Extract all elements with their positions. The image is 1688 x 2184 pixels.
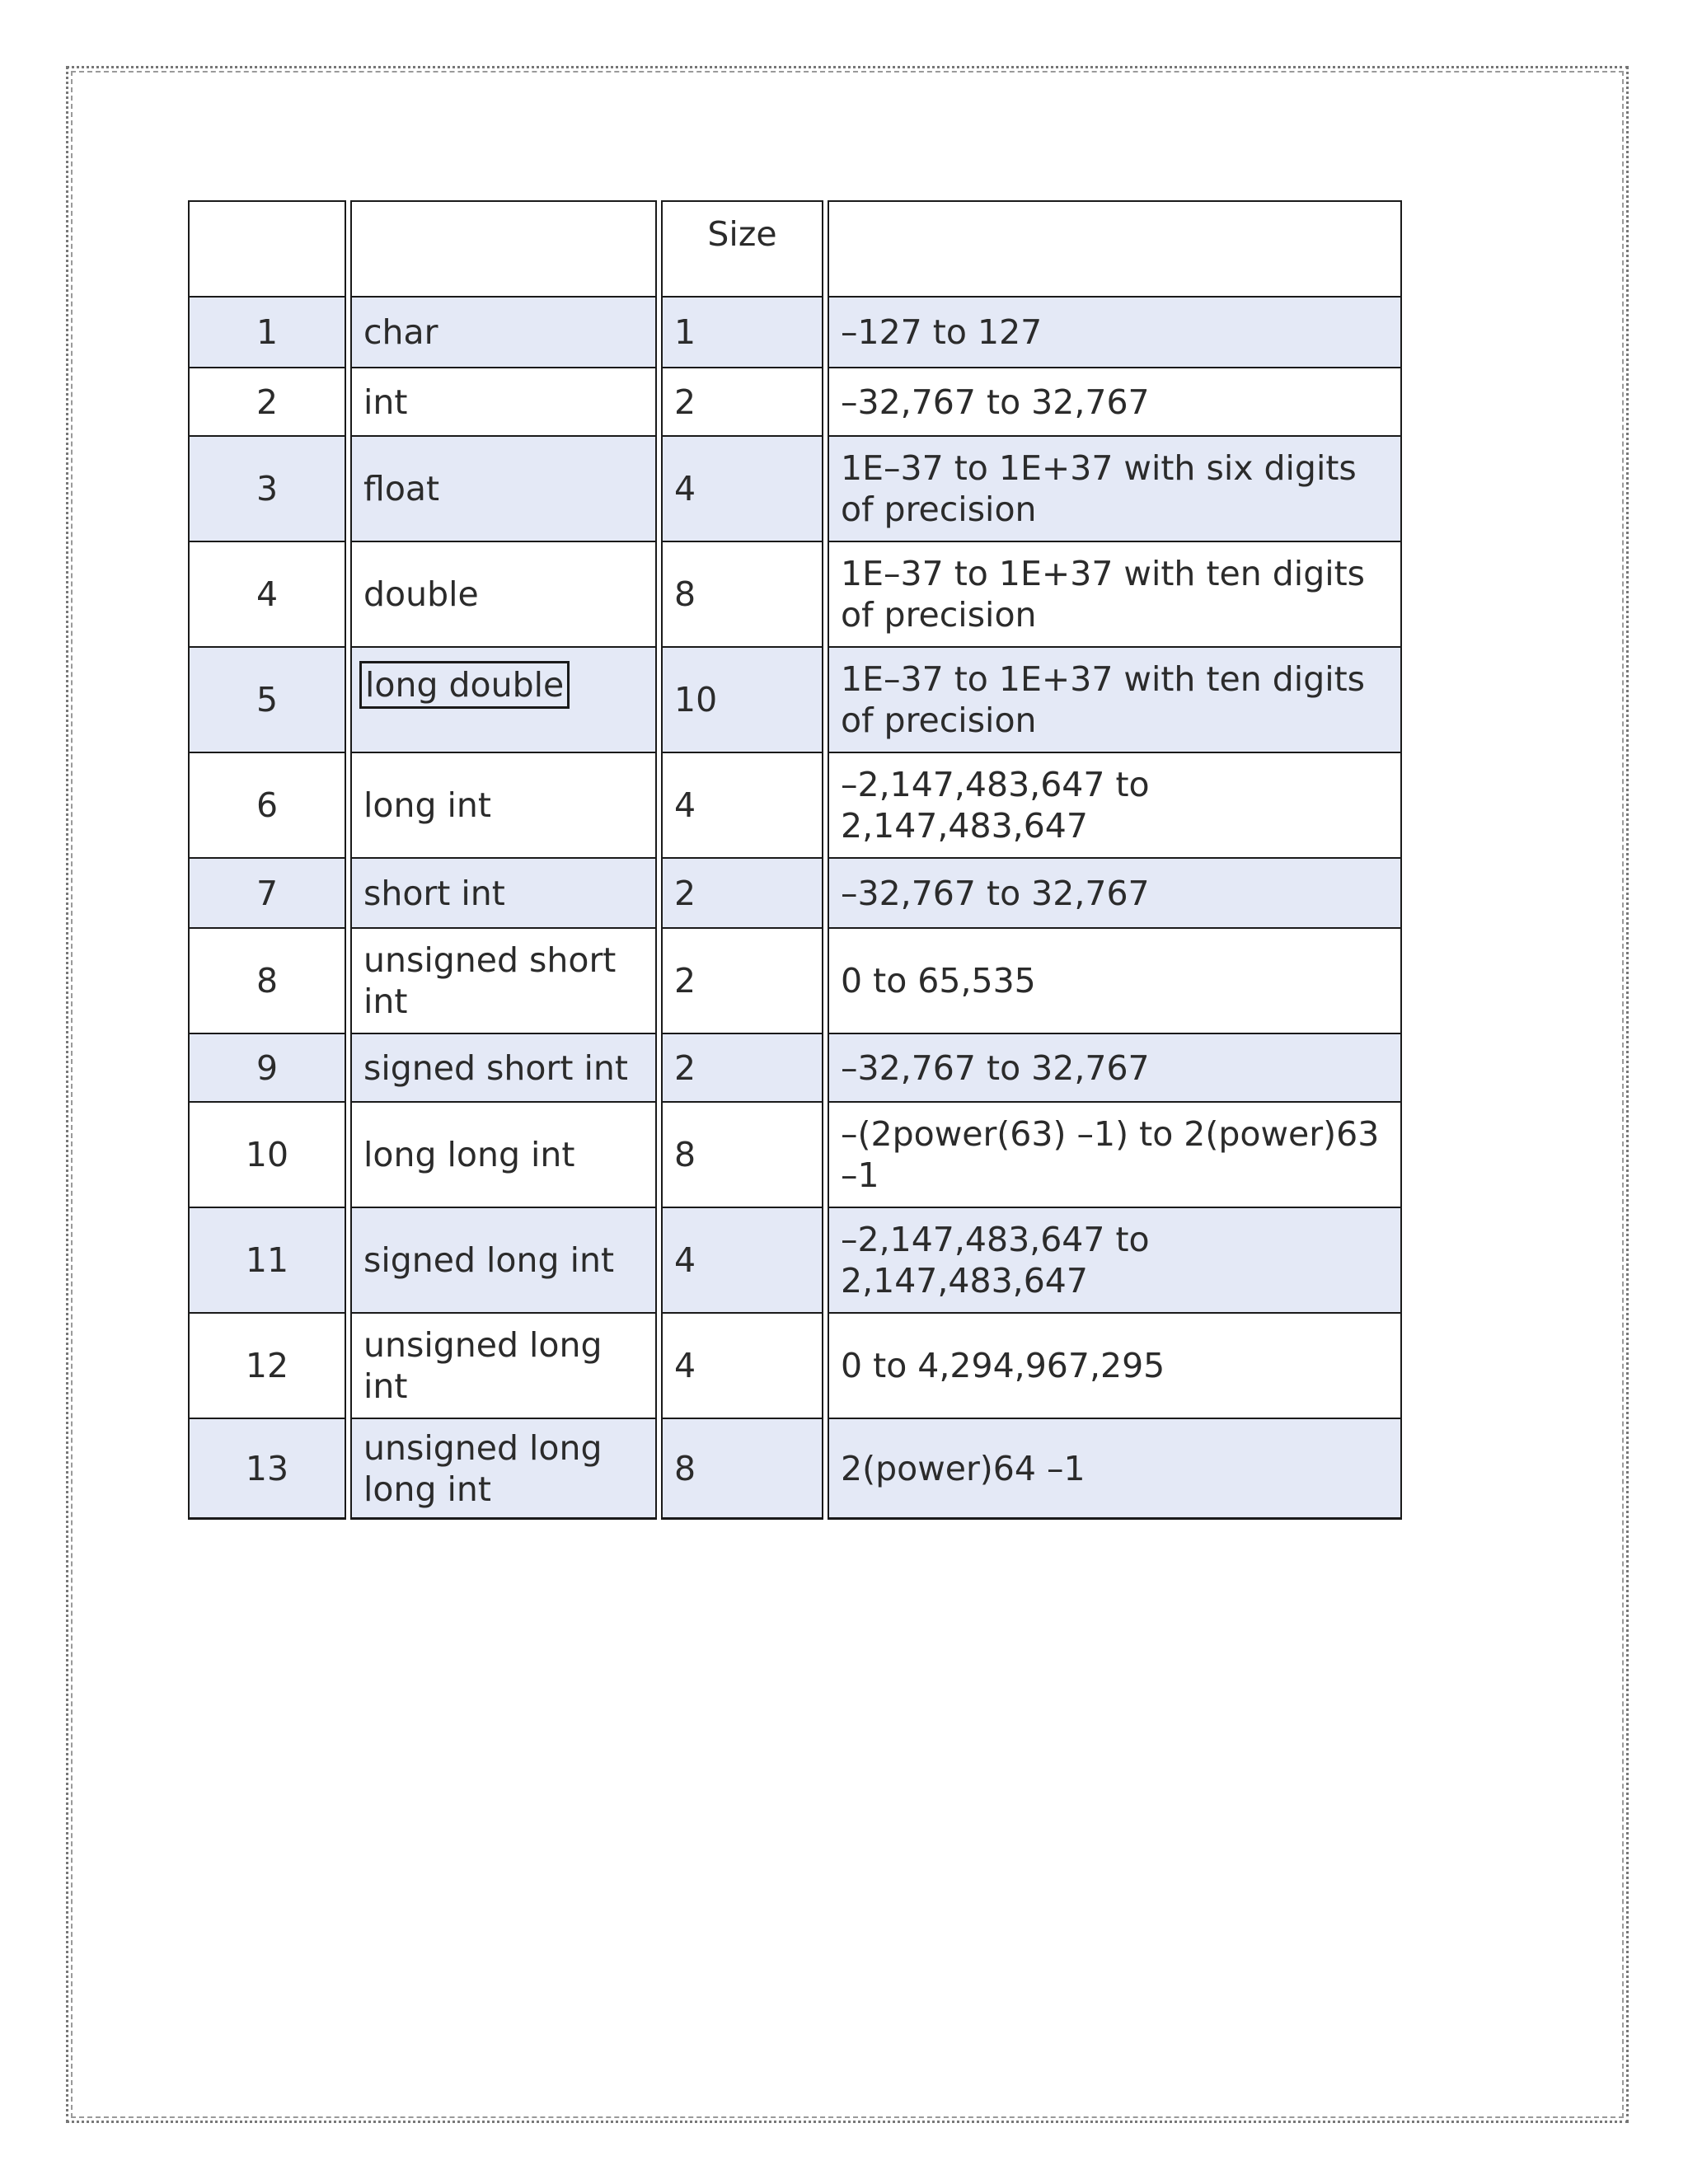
table-row xyxy=(188,752,1402,857)
type-name: signed long int xyxy=(350,1207,657,1312)
type-name: unsigned short int xyxy=(350,927,657,1033)
table-row xyxy=(188,1418,1402,1520)
type-size: 10 xyxy=(661,646,823,752)
type-range: –2,147,483,647 to 2,147,483,647 xyxy=(828,1207,1402,1312)
type-name: int xyxy=(350,367,657,435)
type-name: short int xyxy=(350,857,657,927)
type-name: long int xyxy=(350,752,657,857)
header-cell-type xyxy=(350,200,657,296)
type-range: –32,767 to 32,767 xyxy=(828,857,1402,927)
row-number: 1 xyxy=(188,296,346,367)
type-size: 8 xyxy=(661,1418,823,1520)
type-range: 1E–37 to 1E+37 with ten digits of precision xyxy=(828,646,1402,752)
table-row xyxy=(188,1312,1402,1418)
type-range: –2,147,483,647 to 2,147,483,647 xyxy=(828,752,1402,857)
type-size: 8 xyxy=(661,541,823,646)
type-name[interactable] xyxy=(350,646,657,752)
type-size: 8 xyxy=(661,1101,823,1207)
type-size: 2 xyxy=(661,367,823,435)
type-name: signed short int xyxy=(350,1033,657,1101)
type-size: 4 xyxy=(661,1312,823,1418)
row-number: 9 xyxy=(188,1033,346,1101)
type-name: char xyxy=(350,296,657,367)
table-row xyxy=(188,435,1402,541)
header-cell-range xyxy=(828,200,1402,296)
type-name: double xyxy=(350,541,657,646)
row-number: 8 xyxy=(188,927,346,1033)
type-name: float xyxy=(350,435,657,541)
type-size: 1 xyxy=(661,296,823,367)
table-row xyxy=(188,541,1402,646)
table-row xyxy=(188,857,1402,927)
type-size: 2 xyxy=(661,927,823,1033)
row-number: 4 xyxy=(188,541,346,646)
type-range: 0 to 4,294,967,295 xyxy=(828,1312,1402,1418)
type-name: long long int xyxy=(350,1101,657,1207)
table-row xyxy=(188,1033,1402,1101)
row-number: 6 xyxy=(188,752,346,857)
row-number: 3 xyxy=(188,435,346,541)
row-number: 11 xyxy=(188,1207,346,1312)
type-size: 4 xyxy=(661,752,823,857)
type-range: –127 to 127 xyxy=(828,296,1402,367)
type-range: 1E–37 to 1E+37 with six digits of precision xyxy=(828,435,1402,541)
type-name: unsigned long long int xyxy=(350,1418,657,1520)
type-range: –32,767 to 32,767 xyxy=(828,1033,1402,1101)
table-row xyxy=(188,646,1402,752)
table-row xyxy=(188,1101,1402,1207)
row-number: 7 xyxy=(188,857,346,927)
type-range: –32,767 to 32,767 xyxy=(828,367,1402,435)
header-cell-number xyxy=(188,200,346,296)
type-name: unsigned long int xyxy=(350,1312,657,1418)
type-size: 4 xyxy=(661,435,823,541)
row-number: 2 xyxy=(188,367,346,435)
data-types-table xyxy=(184,200,1406,1520)
selected-type-name[interactable]: long double xyxy=(365,665,565,705)
table-row xyxy=(188,296,1402,367)
type-range: 1E–37 to 1E+37 with ten digits of precision xyxy=(828,541,1402,646)
type-range: 2(power)64 –1 xyxy=(828,1418,1402,1520)
type-range: –(2power(63) –1) to 2(power)63 –1 xyxy=(828,1101,1402,1207)
type-size: 2 xyxy=(661,1033,823,1101)
row-number: 5 xyxy=(188,646,346,752)
table-header-row xyxy=(188,200,1402,296)
row-number: 10 xyxy=(188,1101,346,1207)
table-row xyxy=(188,927,1402,1033)
row-number: 12 xyxy=(188,1312,346,1418)
type-size: 2 xyxy=(661,857,823,927)
row-number: 13 xyxy=(188,1418,346,1520)
type-range: 0 to 65,535 xyxy=(828,927,1402,1033)
header-cell-size: Size xyxy=(661,200,823,296)
type-size: 4 xyxy=(661,1207,823,1312)
table-row xyxy=(188,1207,1402,1312)
table-row xyxy=(188,367,1402,435)
